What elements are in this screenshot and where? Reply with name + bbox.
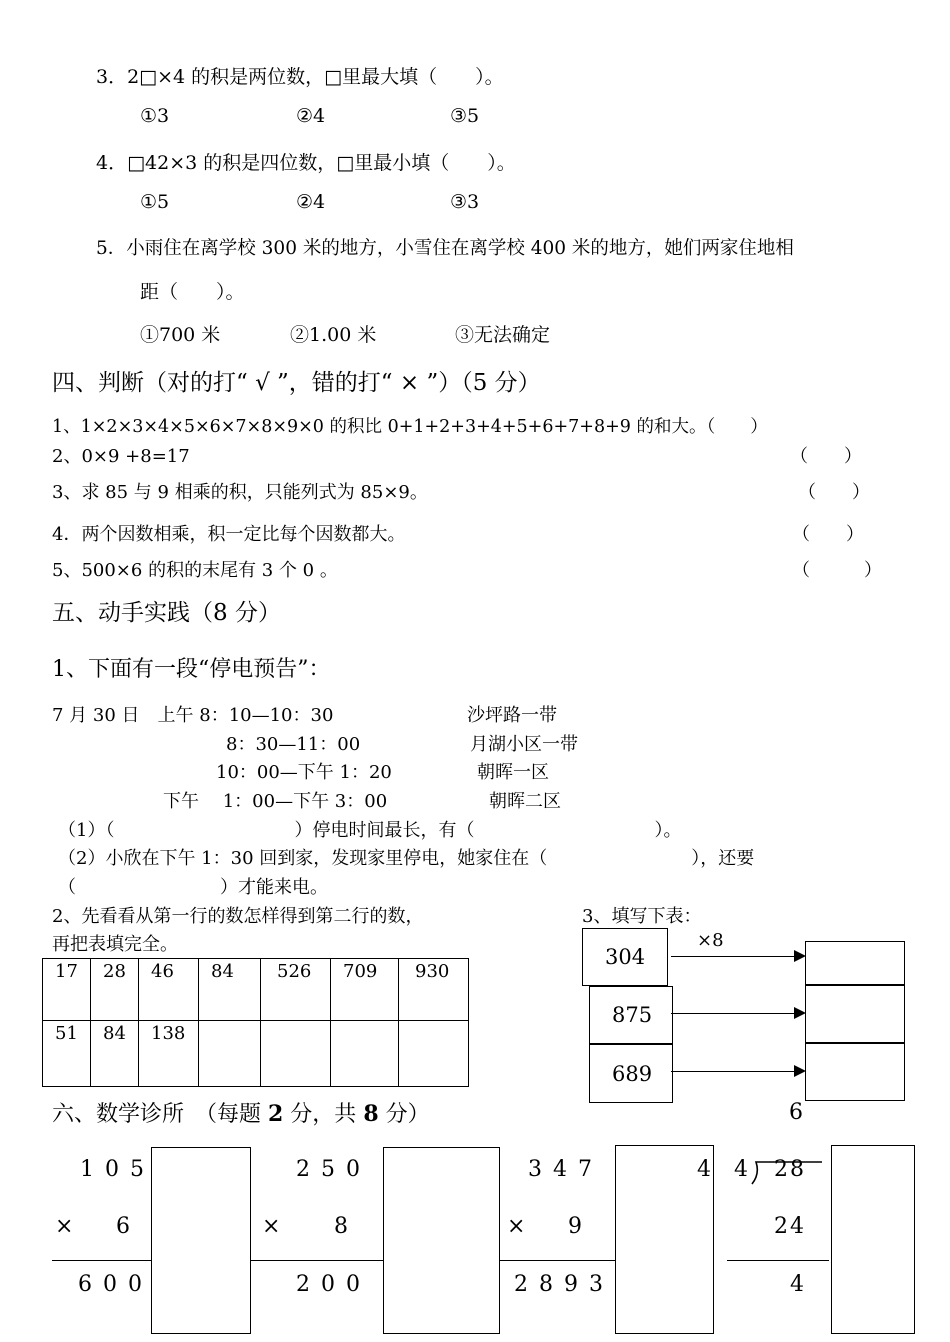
judge-item-3: 3、求 85 与 9 相乘的积，只能列式为 85×9。: [52, 482, 428, 503]
section-6-title-part: 分，共: [283, 1102, 364, 1127]
q5-option-1: ①700 米: [140, 324, 221, 346]
judge-item-1: 1、1×2×3×4×5×6×7×8×9×0 的积比 0+1+2+3+4+5+6+7+8+9 的和大。（ ）: [52, 417, 768, 437]
sequence-table: [42, 958, 469, 1087]
input-value-1: 304: [605, 945, 646, 969]
table-cell[interactable]: 51: [43, 1021, 91, 1087]
question-5-line-1: 5．小雨住在离学校 300 米的地方，小雪住在离学校 400 米的地方，她们两家住地相: [96, 238, 794, 259]
section-6-title-total: 8: [363, 1101, 379, 1127]
section-6-title-part: 分）: [378, 1102, 430, 1127]
schedule-row-3-time: 10：00—下午 1：20: [216, 762, 392, 783]
output-box-3[interactable]: [805, 1043, 905, 1101]
table-cell: 526: [261, 959, 331, 1021]
schedule-row-2-time: 8：30—11：00: [226, 734, 361, 755]
p4-quotient: 6: [789, 1100, 805, 1125]
q3-option-3: ③5: [450, 105, 480, 127]
table-cell-blank[interactable]: [261, 1021, 331, 1087]
arrow-line-1: [671, 956, 795, 957]
question-3: 3．2□×4 的积是两位数，□里最大填（ ）。: [96, 66, 504, 88]
judge-item-4-paren: （ ）: [792, 524, 864, 545]
input-value-3: 689: [612, 1062, 653, 1086]
p4-dividend: 28: [774, 1157, 806, 1182]
notice-title: 1、下面有一段“停电预告”：: [52, 657, 331, 682]
p1-result: 6 0 0: [78, 1272, 144, 1297]
q4-option-3: ③3: [450, 191, 480, 213]
schedule-row-4-time: 下午 1：00—下午 3：00: [163, 791, 388, 812]
judge-item-2-paren: （ ）: [790, 446, 862, 467]
schedule-row-1-area: 沙坪路一带: [467, 705, 557, 726]
section-5-title: 五、动手实践（8 分）: [52, 600, 281, 626]
table-cell: 709: [331, 959, 399, 1021]
q2-instruction-line-2: 再把表填完全。: [52, 934, 178, 955]
schedule-row-4-area: 朝晖二区: [489, 791, 561, 812]
p4-label: 4: [697, 1157, 713, 1182]
output-box-2[interactable]: [805, 985, 905, 1043]
p4-divisor: 4: [734, 1157, 750, 1182]
multiplier-label: ×8: [697, 930, 724, 951]
division-baseline: [727, 1260, 829, 1261]
p4-remainder: 4: [790, 1272, 806, 1297]
table-cell[interactable]: 84: [91, 1021, 139, 1087]
p2-result: 2 0 0: [296, 1272, 362, 1297]
p1-answer-box[interactable]: [151, 1147, 251, 1334]
table-cell: 28: [91, 959, 139, 1021]
sub-question-2-line-2: （ ）才能来电。: [58, 877, 328, 898]
judge-item-5-paren: （ ）: [792, 560, 882, 581]
input-box-3: [589, 1044, 673, 1103]
input-box-1: [582, 928, 668, 986]
table-cell-blank[interactable]: [331, 1021, 399, 1087]
input-box-2: [589, 986, 673, 1044]
section-6-title-points: 2: [268, 1101, 284, 1127]
p2-multiplicand: 2 5 0: [296, 1157, 362, 1182]
p3-operator: ×: [507, 1214, 528, 1239]
q2-instruction-line-1: 2、先看看从第一行的数怎样得到第二行的数，: [52, 906, 424, 927]
question-4: 4．□42×3 的积是四位数，□里最小填（ ）。: [96, 152, 516, 174]
input-value-2: 875: [612, 1003, 653, 1027]
section-4-title: 四、判断（对的打“ √ ”，错的打“ × ”）（5 分）: [52, 370, 541, 396]
q3-option-2: ②4: [296, 105, 326, 127]
p2-answer-box[interactable]: [383, 1147, 500, 1334]
table-cell-blank[interactable]: [199, 1021, 261, 1087]
table-cell-blank[interactable]: [399, 1021, 469, 1087]
calc-baseline: [52, 1260, 616, 1261]
p2-operator: ×: [262, 1214, 283, 1239]
table-cell[interactable]: 138: [139, 1021, 199, 1087]
table-row: [43, 959, 469, 1021]
p3-multiplier: 9: [568, 1214, 584, 1239]
schedule-row-2-area: 月湖小区一带: [470, 734, 578, 755]
judge-item-5: 5、500×6 的积的末尾有 3 个 0 。: [52, 560, 338, 581]
output-box-1[interactable]: [805, 941, 905, 985]
sub-question-1: （1）（ ）停电时间最长，有（ ）。: [58, 820, 682, 841]
judge-item-4: 4．两个因数相乘，积一定比每个因数都大。: [52, 524, 406, 545]
question-5-line-2: 距（ ）。: [140, 281, 245, 303]
table-cell: 84: [199, 959, 261, 1021]
q3-fill-title: 3、填写下表：: [582, 906, 702, 927]
p3-result: 2 8 9 3: [514, 1272, 605, 1297]
p2-multiplier: 8: [334, 1214, 350, 1239]
judge-item-3-paren: （ ）: [798, 482, 870, 503]
table-row: [43, 1021, 469, 1087]
table-cell: 46: [139, 959, 199, 1021]
p4-answer-box[interactable]: [831, 1145, 915, 1334]
section-6-title: [52, 1097, 430, 1128]
q4-option-2: ②4: [296, 191, 326, 213]
p3-multiplicand: 3 4 7: [528, 1157, 594, 1182]
schedule-row-1-time: 7 月 30 日 上午 8：10—10：30: [52, 705, 334, 726]
q4-option-1: ①5: [140, 191, 170, 213]
q5-option-3: ③无法确定: [455, 324, 551, 346]
arrow-line-2: [671, 1013, 795, 1014]
sub-question-2-line-1: （2）小欣在下午 1：30 回到家，发现家里停电，她家住在（ ），还要: [58, 848, 755, 869]
q3-option-1: ①3: [140, 105, 170, 127]
p4-subtract: 24: [774, 1214, 806, 1239]
table-cell: 930: [399, 959, 469, 1021]
judge-item-2: 2、0×9 +8=17: [52, 446, 190, 467]
arrow-line-3: [671, 1071, 795, 1072]
p1-multiplier: 6: [116, 1214, 132, 1239]
table-cell: 17: [43, 959, 91, 1021]
schedule-row-3-area: 朝晖一区: [477, 762, 549, 783]
section-6-title-part: 六、数学诊所 （每题: [52, 1102, 268, 1127]
q5-option-2: ②1.00 米: [290, 324, 377, 346]
p1-operator: ×: [55, 1214, 76, 1239]
p1-multiplicand: 1 0 5: [80, 1157, 146, 1182]
